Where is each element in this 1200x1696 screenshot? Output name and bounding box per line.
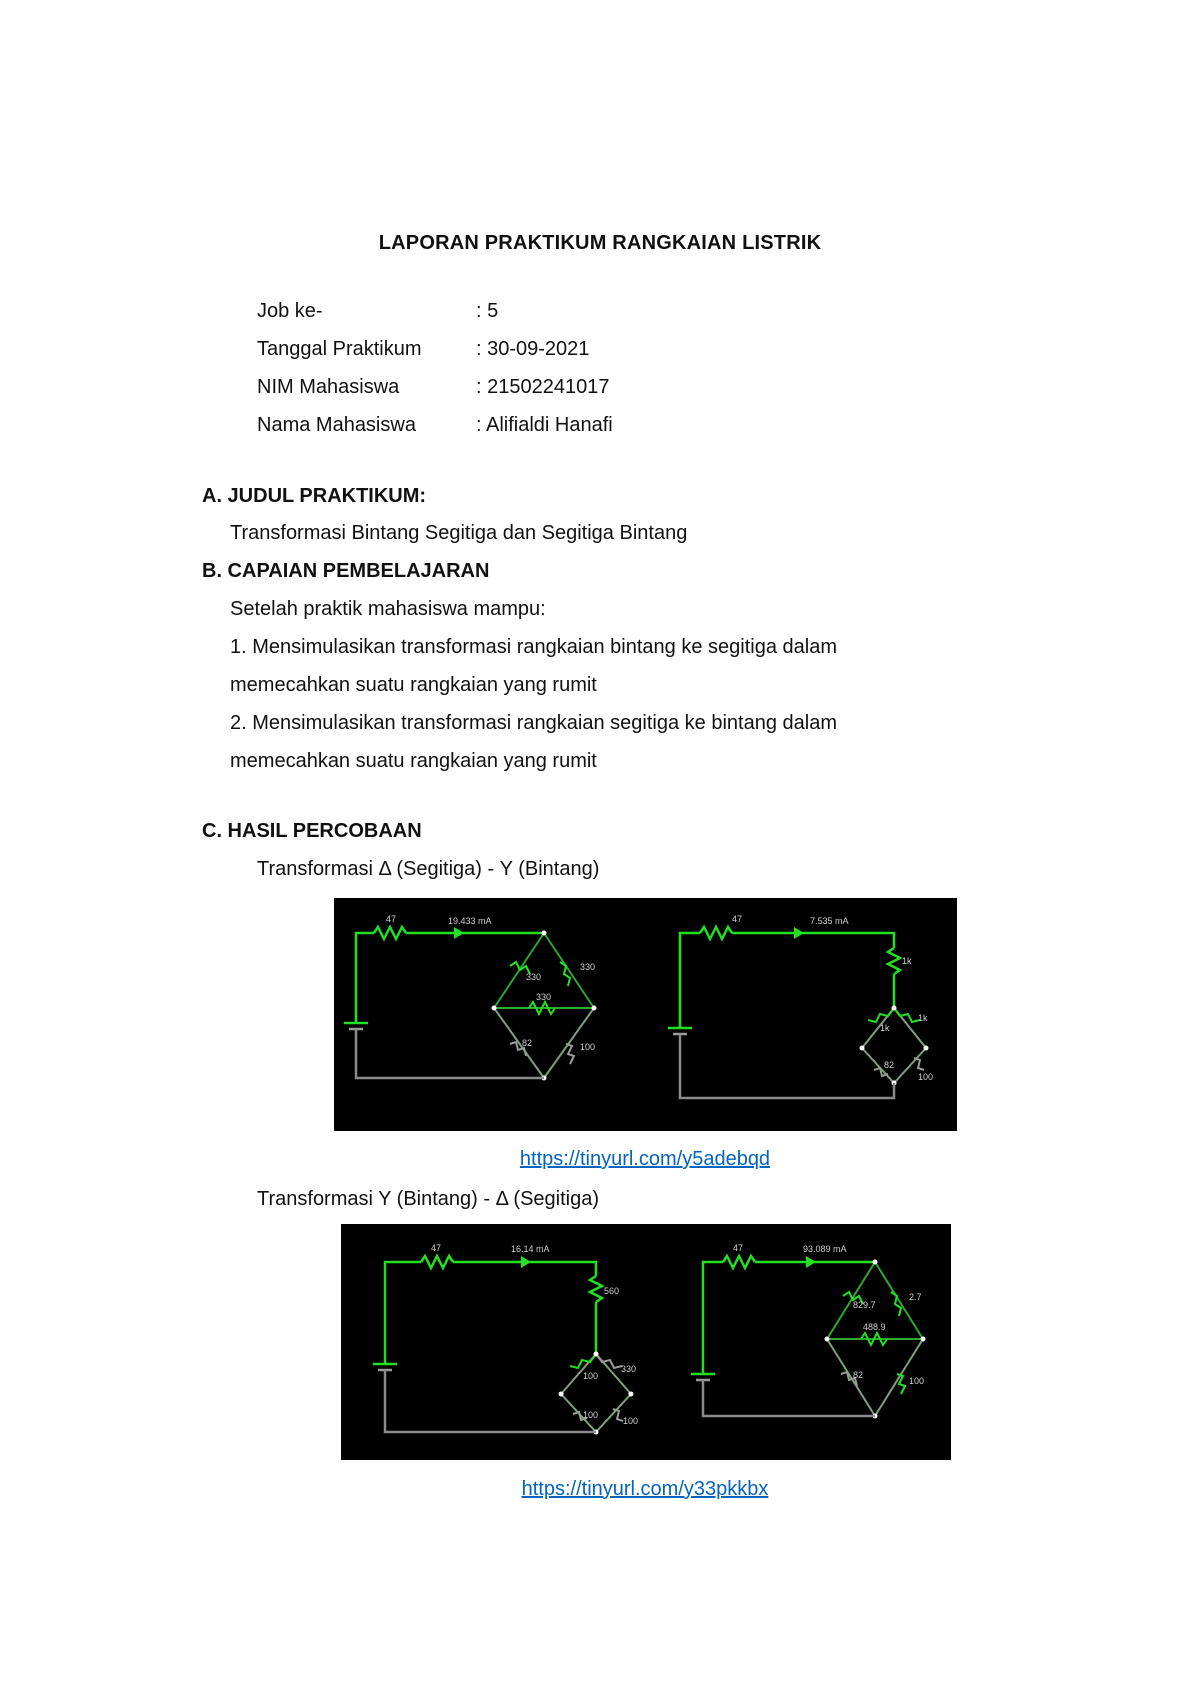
info-value-nim: : 21502241017 — [476, 376, 610, 398]
section-a-heading: A. JUDUL PRAKTIKUM: — [202, 485, 427, 507]
c1r-rtop: 1k — [902, 956, 912, 966]
c2r-ra: 829.7 — [853, 1300, 876, 1310]
section-b-item1-line1: 1. Mensimulasikan transformasi rangkaian bintang ke segitiga dalam — [230, 636, 837, 658]
c2r-current: 93.089 mA — [803, 1244, 847, 1254]
info-label-job: Job ke- — [257, 300, 323, 322]
page-title: LAPORAN PRAKTIKUM RANGKAIAN LISTRIK — [378, 232, 822, 254]
c1l-current: 19.433 mA — [448, 916, 492, 926]
info-label-nim: NIM Mahasiswa — [257, 376, 400, 398]
c2l-re: 100 — [623, 1416, 639, 1426]
c2r-re: 100 — [909, 1376, 925, 1386]
c2l-rb: 330 — [621, 1364, 637, 1374]
circuit-svg-2 — [341, 1224, 951, 1460]
c1r-r-source: 47 — [732, 914, 743, 924]
link-1[interactable]: https://tinyurl.com/y5adebqd — [519, 1148, 771, 1170]
c1r-current: 7.535 mA — [810, 916, 849, 926]
section-b-item2-line2: memecahkan suatu rangkaian yang rumit — [230, 750, 597, 772]
circuit-2-right — [691, 1243, 926, 1419]
c2l-current: 16.14 mA — [511, 1244, 550, 1254]
info-label-date: Tanggal Praktikum — [257, 338, 422, 360]
circuit-svg-1 — [334, 898, 957, 1131]
c2r-rb: 2.7 — [909, 1292, 922, 1302]
info-label-name: Nama Mahasiswa — [257, 414, 416, 436]
c1r-ra: 1k — [880, 1023, 890, 1033]
c1l-rb: 330 — [580, 962, 596, 972]
c1l-r-source: 47 — [386, 914, 397, 924]
c2r-rd: 82 — [853, 1370, 864, 1380]
section-c-heading: C. HASIL PERCOBAAN — [202, 820, 422, 842]
c1r-rb: 1k — [918, 1013, 928, 1023]
c2r-r-source: 47 — [733, 1243, 744, 1253]
transform1-label: Transformasi Δ (Segitiga) - Y (Bintang) — [257, 858, 600, 880]
c2l-rtop: 560 — [604, 1286, 620, 1296]
circuit-2-left — [373, 1243, 638, 1435]
c2l-ra: 100 — [583, 1371, 599, 1381]
c1r-rd: 82 — [884, 1060, 895, 1070]
section-a-text: Transformasi Bintang Segitiga dan Segitiga Bintang — [230, 522, 688, 544]
info-value-job: : 5 — [476, 300, 499, 322]
info-value-name: : Alifialdi Hanafi — [476, 414, 613, 436]
c1l-rc: 330 — [536, 992, 552, 1002]
c2l-rd: 100 — [583, 1410, 599, 1420]
link-2[interactable]: https://tinyurl.com/y33pkkbx — [521, 1478, 769, 1500]
section-b-item2-line1: 2. Mensimulasikan transformasi rangkaian segitiga ke bintang dalam — [230, 712, 837, 734]
c2l-r-source: 47 — [431, 1243, 442, 1253]
c1r-re: 100 — [918, 1072, 934, 1082]
c2r-rc: 488.9 — [863, 1322, 886, 1332]
section-b-intro: Setelah praktik mahasiswa mampu: — [230, 598, 546, 620]
section-b-item1-line2: memecahkan suatu rangkaian yang rumit — [230, 674, 597, 696]
c1l-re: 100 — [580, 1042, 596, 1052]
info-value-date: : 30-09-2021 — [476, 338, 590, 360]
circuit-image-star-to-delta — [341, 1224, 951, 1460]
c1l-rd: 82 — [522, 1038, 533, 1048]
c1l-ra: 330 — [526, 972, 542, 982]
transform2-label: Transformasi Y (Bintang) - Δ (Segitiga) — [257, 1188, 600, 1210]
section-b-heading: B. CAPAIAN PEMBELAJARAN — [202, 560, 490, 582]
resistor-47 — [374, 927, 406, 939]
circuit-1-right — [668, 914, 933, 1098]
circuit-1-left — [344, 914, 597, 1081]
circuit-image-delta-to-star — [334, 898, 957, 1131]
